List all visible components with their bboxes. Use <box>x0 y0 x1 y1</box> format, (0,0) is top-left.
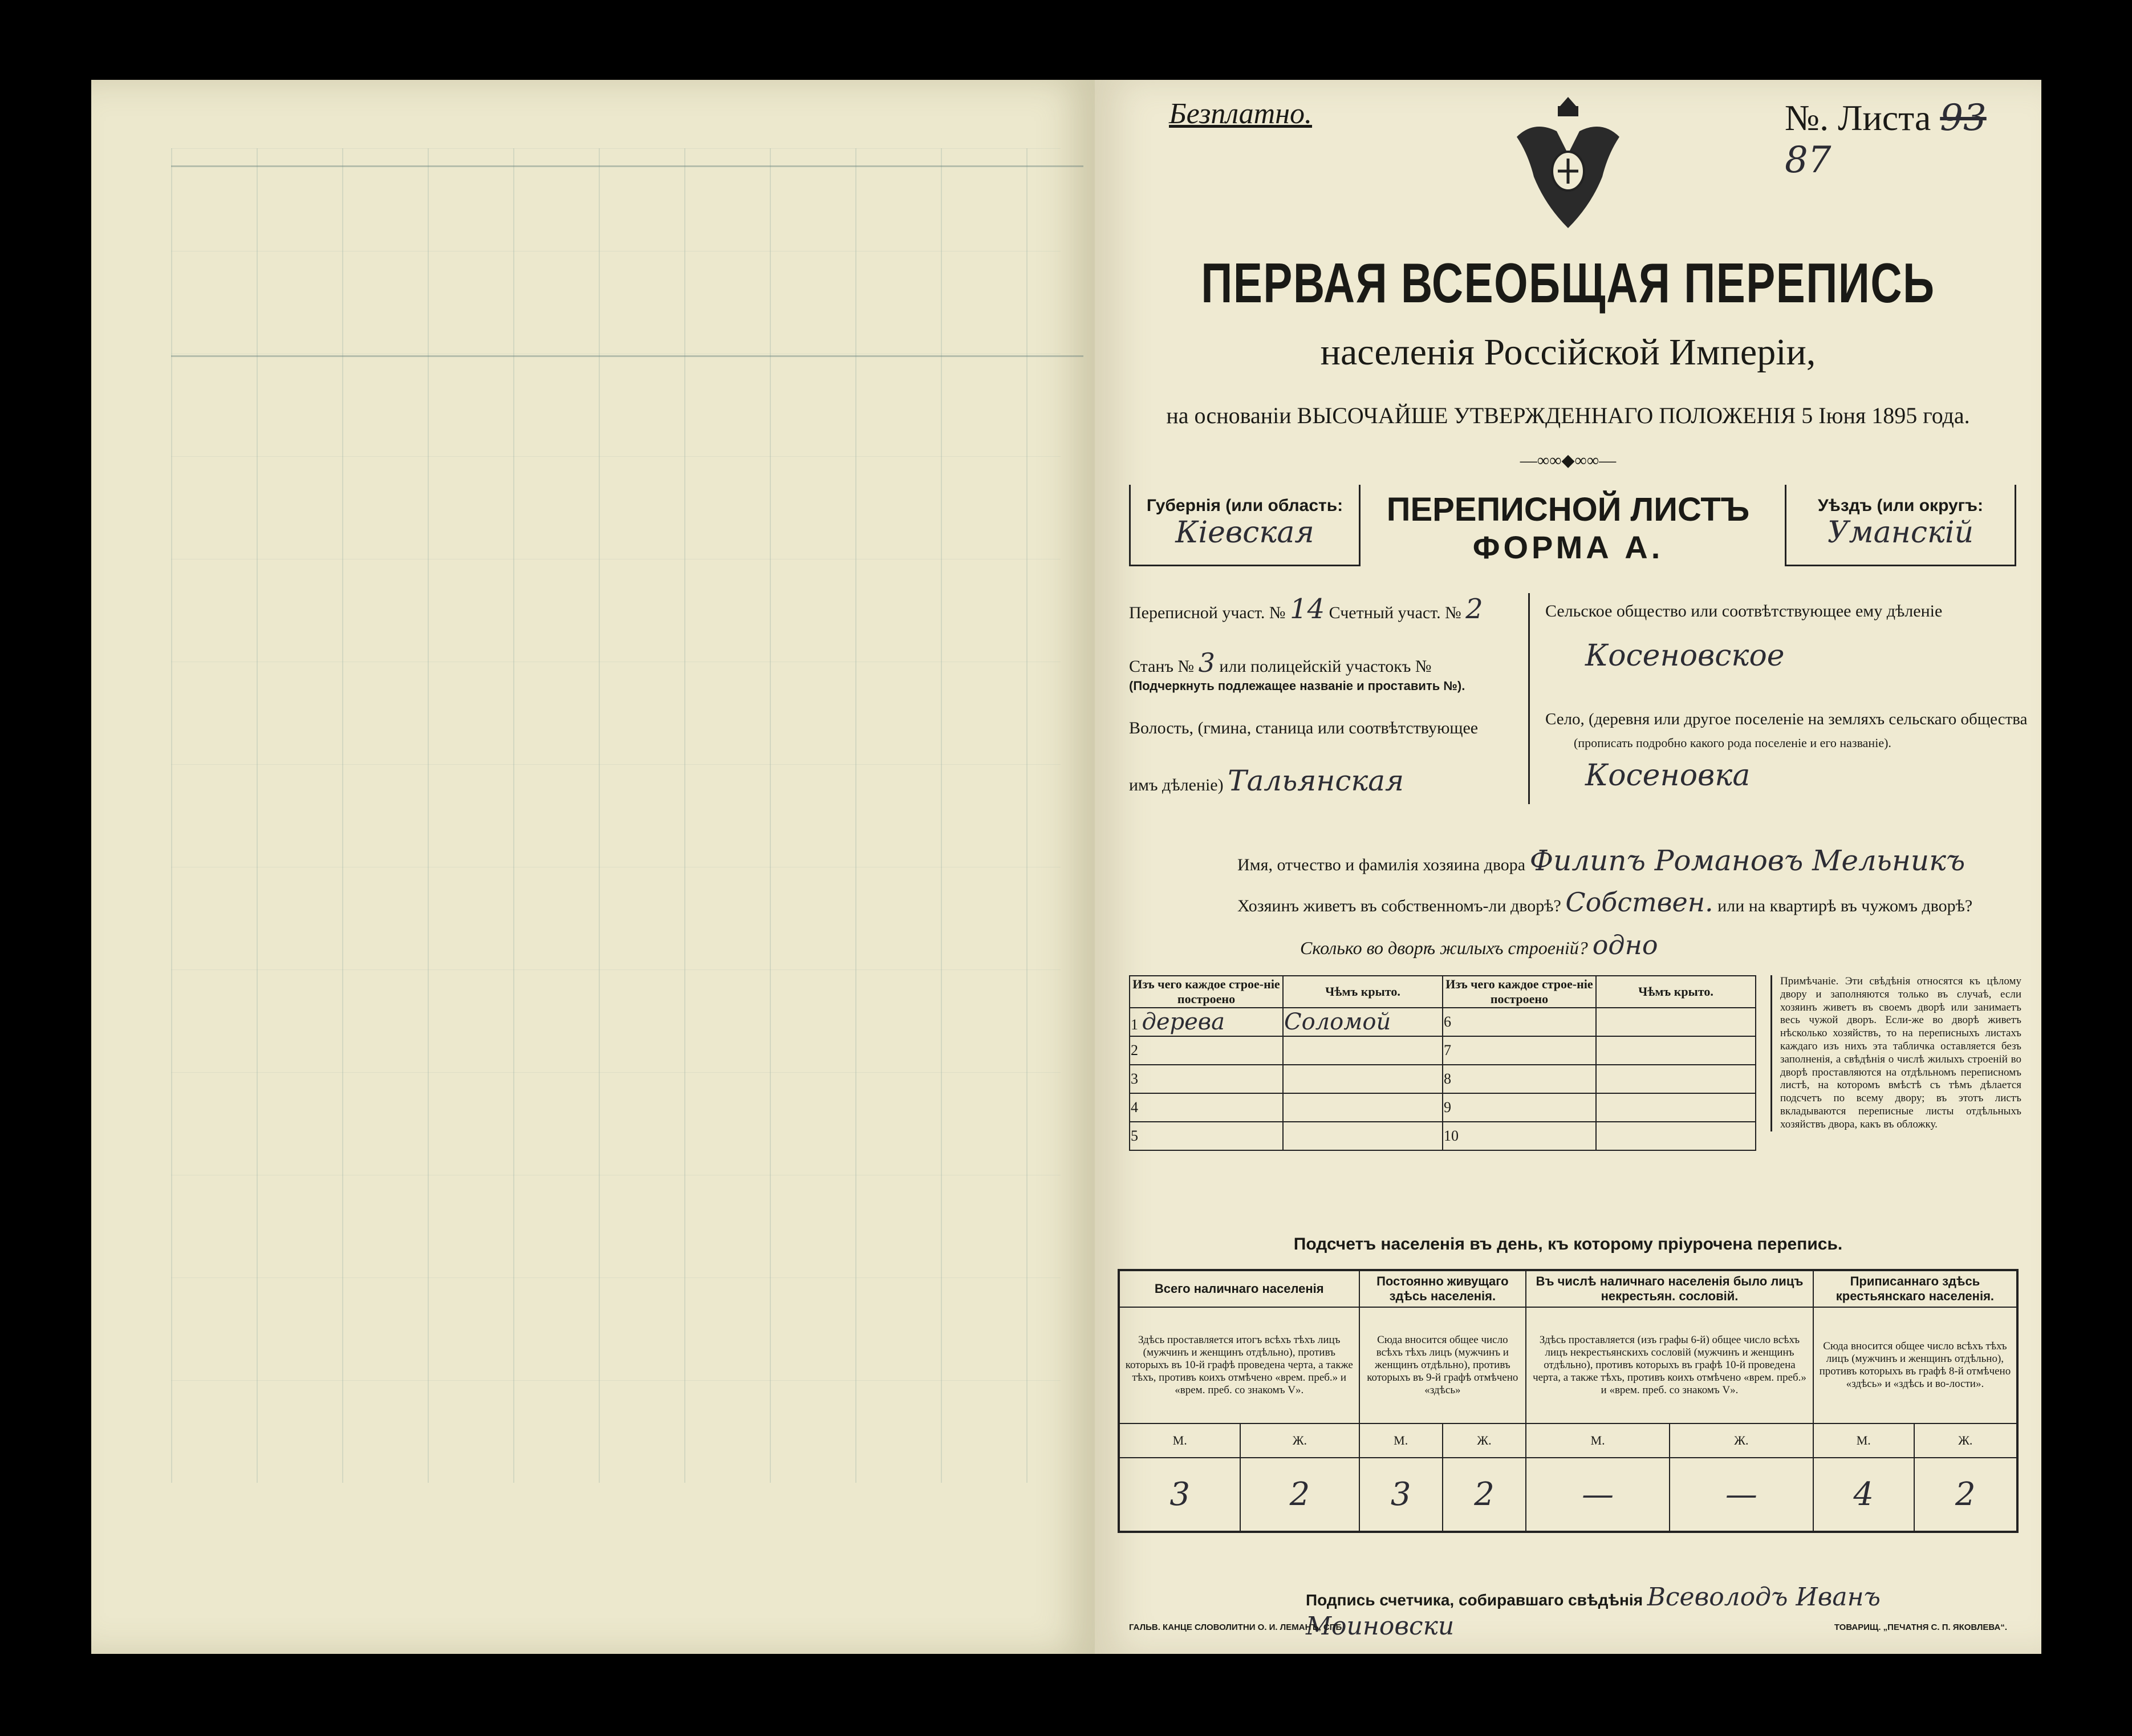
male-label: М. <box>1526 1423 1670 1458</box>
population-desc-row <box>1119 1307 2017 1423</box>
col-roof-header-2: Чѣмъ крыто. <box>1596 976 1756 1008</box>
sex-labels-row <box>1119 1423 2017 1458</box>
census-district-value: 14 <box>1290 593 1325 625</box>
stan-label: Станъ № <box>1129 657 1195 676</box>
male-label: М. <box>1813 1423 1914 1458</box>
female-label: Ж. <box>1670 1423 1813 1458</box>
roof-cell <box>1596 1036 1756 1065</box>
total-male-count: 3 <box>1119 1458 1240 1532</box>
form-name: ФОРМА А. <box>1472 529 1664 565</box>
show-through-grid <box>171 148 1061 1483</box>
imprint-left: ГАЛЬВ. КАНЦЕ СЛОВОЛИТНИ О. И. ЛЕМАНЪ, СПБ <box>1129 1623 1342 1632</box>
owner-value: Филипъ Романовъ Мельникъ <box>1529 844 1965 877</box>
imprint-right: ТОВАРИЩ. „ПЕЧАТНЯ С. П. ЯКОВЛЕВА“. <box>1834 1623 2007 1632</box>
col-title-total: Всего наличнаго населенія <box>1119 1270 1359 1307</box>
male-label: М. <box>1359 1423 1443 1458</box>
female-label: Ж. <box>1443 1423 1526 1458</box>
sheet-number-value: 87 <box>1785 139 1832 181</box>
residence-label: Хозяинъ живетъ въ собственномъ-ли дворѣ? <box>1237 897 1561 915</box>
peasant-male-count: 4 <box>1813 1458 1914 1532</box>
sheet-number <box>1785 97 2041 181</box>
district-label: Уѣздъ (или округъ: <box>1817 496 1984 515</box>
owner-label: Имя, отчество и фамилія хозяина двора <box>1237 855 1526 874</box>
buildings-table-header <box>1130 976 1756 1008</box>
roof-cell <box>1596 1065 1756 1093</box>
row-number: 4 <box>1130 1093 1283 1122</box>
roof-cell <box>1283 1093 1443 1122</box>
volost-label-1: Волость, (гмина, станица или соотвѣтствующее <box>1129 719 1479 737</box>
left-page <box>91 80 1095 1654</box>
female-label: Ж. <box>1914 1423 2017 1458</box>
row-number: 3 <box>1130 1065 1283 1093</box>
buildings-table <box>1129 975 1756 1151</box>
residence-alt: или на квартирѣ въ чужомъ дворѣ? <box>1717 897 1973 915</box>
row-number: 6 <box>1443 1008 1596 1036</box>
province-value: Кіевская <box>1175 516 1314 550</box>
peasant-female-count: 2 <box>1914 1458 2017 1532</box>
col-desc-peasant: Сюда вносится общее число всѣхъ тѣхъ лицъ (мужчинъ и женщинъ отдѣльно), противъ которыхъ въ графѣ 8-й отмѣчено «здѣсь» и «здѣсь и во-лости». <box>1813 1307 2017 1423</box>
stan-row <box>1129 647 1517 678</box>
right-page <box>1095 80 2041 1654</box>
col-built-header: Изъ чего каждое строе-ніе построено <box>1130 976 1283 1008</box>
row-number: 10 <box>1443 1122 1596 1150</box>
province-box <box>1129 485 1361 566</box>
volost-label-2: имъ дѣленіе) <box>1129 776 1224 794</box>
col-roof-header: Чѣмъ крыто. <box>1283 976 1443 1008</box>
buildings-label: Сколько во дворѣ жилыхъ строеній? <box>1300 938 1588 958</box>
table-row <box>1130 1122 1756 1150</box>
village-label: Село, (деревня или другое поселеніе на земляхъ сельскаго общества <box>1545 710 2028 728</box>
non-peasant-male-count: — <box>1526 1458 1670 1532</box>
district-box <box>1785 485 2016 566</box>
signature-label: Подпись счетчика, собиравшаго свѣдѣнія <box>1306 1591 1643 1609</box>
row-number: 1 <box>1131 1016 1138 1033</box>
province-label: Губернія (или область: <box>1146 496 1343 515</box>
row-number: 7 <box>1443 1036 1596 1065</box>
row-number: 9 <box>1443 1093 1596 1122</box>
village-note: (прописать подробно какого рода поселеніе и его названіе). <box>1574 736 1891 750</box>
col-desc-non-peasant: Здѣсь проставляется (изъ графы 6-й) общее число всѣхъ лицъ некрестьянскихъ сословій (мужчинъ и женщинъ отдѣльно), противъ которыхъ въ графѣ 10-й проведена черта, а также тѣхъ, противъ коихъ отмѣчено «врем. преб.» и «врем. преб. со знакомъ V». <box>1526 1307 1813 1423</box>
society-label: Сельское общество или соотвѣтствующее ему дѣленіе <box>1545 602 1943 620</box>
residence-value: Собствен. <box>1565 887 1713 918</box>
census-district-row <box>1129 593 1517 625</box>
table-row <box>1130 1008 1756 1036</box>
census-district-label: Переписной участ. № <box>1129 603 1286 622</box>
col-title-peasant: Приписаннаго здѣсь крестьянскаго населенія. <box>1813 1270 2017 1307</box>
built-cell <box>1130 1008 1283 1036</box>
owner-row <box>1237 844 2024 877</box>
district-value: Уманскій <box>1827 516 1974 550</box>
roof-cell <box>1283 1036 1443 1065</box>
roof-cell <box>1596 1093 1756 1122</box>
total-female-count: 2 <box>1240 1458 1359 1532</box>
residence-row <box>1237 887 2024 918</box>
buildings-note: Примѣчаніе. Эти свѣдѣнія относятся къ цѣлому двору и заполняются только въ случаѣ, если хозяинъ живетъ въ своемъ дворѣ или занимаетъ весь чужой дворъ. Если-же во дворѣ живетъ нѣсколько хозяйствъ, то на переписныхъ листахъ каждаго изъ нихъ эта табличка оставляется безъ заполненія, а свѣдѣнія о числѣ жилыхъ строеній во дворѣ проставляются на отдѣльномъ переписномъ листѣ, на которомъ вмѣстѣ съ тѣмъ дѣлается подсчетъ по всему двору; въ этотъ листъ вкладываются переписные листы отдѣльныхъ хозяйствъ двора, какъ въ обложку. <box>1770 975 2021 1131</box>
volost-row <box>1129 764 1517 797</box>
free-label: Безплатно. <box>1169 98 1313 130</box>
police-label: или полицейскій участокъ № <box>1219 657 1432 676</box>
table-row <box>1130 1065 1756 1093</box>
roof-cell <box>1596 1122 1756 1150</box>
population-heading: Подсчетъ населенія въ день, къ которому пріурочена перепись. <box>1293 1235 1843 1254</box>
permanent-male-count: 3 <box>1359 1458 1443 1532</box>
table-row <box>1130 1093 1756 1122</box>
buildings-value: одно <box>1592 930 1658 960</box>
sheet-number-label: №. Листа <box>1785 98 1931 138</box>
sheet-title-block <box>1363 490 1773 566</box>
count-district-value: 2 <box>1465 593 1483 625</box>
population-titles-row <box>1119 1270 2017 1307</box>
roof-cell <box>1596 1008 1756 1036</box>
female-label: Ж. <box>1240 1423 1359 1458</box>
title-ornament: —∞∞◆∞∞— <box>1520 451 1617 470</box>
roof-cell <box>1283 1065 1443 1093</box>
roof-value: Соломой <box>1283 1008 1443 1036</box>
permanent-female-count: 2 <box>1443 1458 1526 1532</box>
stan-value: 3 <box>1198 647 1215 678</box>
col-desc-total: Здѣсь проставляется итогъ всѣхъ тѣхъ лицъ (мужчинъ и женщинъ отдѣльно), противъ которыхъ въ 10-й графѣ проведена черта, а также тѣхъ, противъ коихъ отмѣчено «врем. преб.» и «врем. преб. со знакомъ V». <box>1119 1307 1359 1423</box>
society-value: Косеновское <box>1585 639 1785 673</box>
volost-value: Тальянская <box>1228 764 1404 797</box>
buildings-row <box>1300 930 1870 960</box>
non-peasant-female-count: — <box>1670 1458 1813 1532</box>
table-row <box>1130 1036 1756 1065</box>
count-district-label: Счетный участ. № <box>1329 603 1461 622</box>
male-label: М. <box>1119 1423 1240 1458</box>
column-divider <box>1528 593 1530 804</box>
counts-row <box>1119 1458 2017 1532</box>
signature-value: Всеволодъ Иванъ Моиновски <box>1306 1583 1881 1641</box>
village-value: Косеновка <box>1585 759 1751 793</box>
row-number: 8 <box>1443 1065 1596 1093</box>
col-built-header-2: Изъ чего каждое строе-ніе построено <box>1443 976 1596 1008</box>
underline-note: (Подчеркнуть подлежащее названіе и проставить №). <box>1129 679 1465 693</box>
imperial-eagle-emblem <box>1505 91 1631 234</box>
col-title-non-peasant: Въ числѣ наличнаго населенія было лицъ некрестьян. сословій. <box>1526 1270 1813 1307</box>
built-value: дерева <box>1142 1009 1225 1035</box>
sheet-number-struck: 93 <box>1940 97 1987 139</box>
census-subtitle: населенія Россійской Имперіи, <box>1320 331 1816 373</box>
sheet-title: ПЕРЕПИСНОЙ ЛИСТЪ <box>1386 491 1750 528</box>
population-table <box>1118 1269 2019 1533</box>
row-number: 2 <box>1130 1036 1283 1065</box>
census-title: ПЕРВАЯ ВСЕОБЩАЯ ПЕРЕПИСЬ <box>1201 252 1935 314</box>
roof-cell <box>1283 1122 1443 1150</box>
census-basis: на основаніи ВЫСОЧАЙШЕ УТВЕРЖДЕННАГО ПОЛОЖЕНІЯ 5 Іюня 1895 года. <box>1166 403 1970 428</box>
col-title-permanent: Постоянно живущаго здѣсь населенія. <box>1359 1270 1526 1307</box>
row-number: 5 <box>1130 1122 1283 1150</box>
col-desc-permanent: Сюда вносится общее число всѣхъ тѣхъ лицъ (мужчинъ и женщинъ отдѣльно), противъ которыхъ въ 9-й графѣ отмѣчено «здѣсь» <box>1359 1307 1526 1423</box>
